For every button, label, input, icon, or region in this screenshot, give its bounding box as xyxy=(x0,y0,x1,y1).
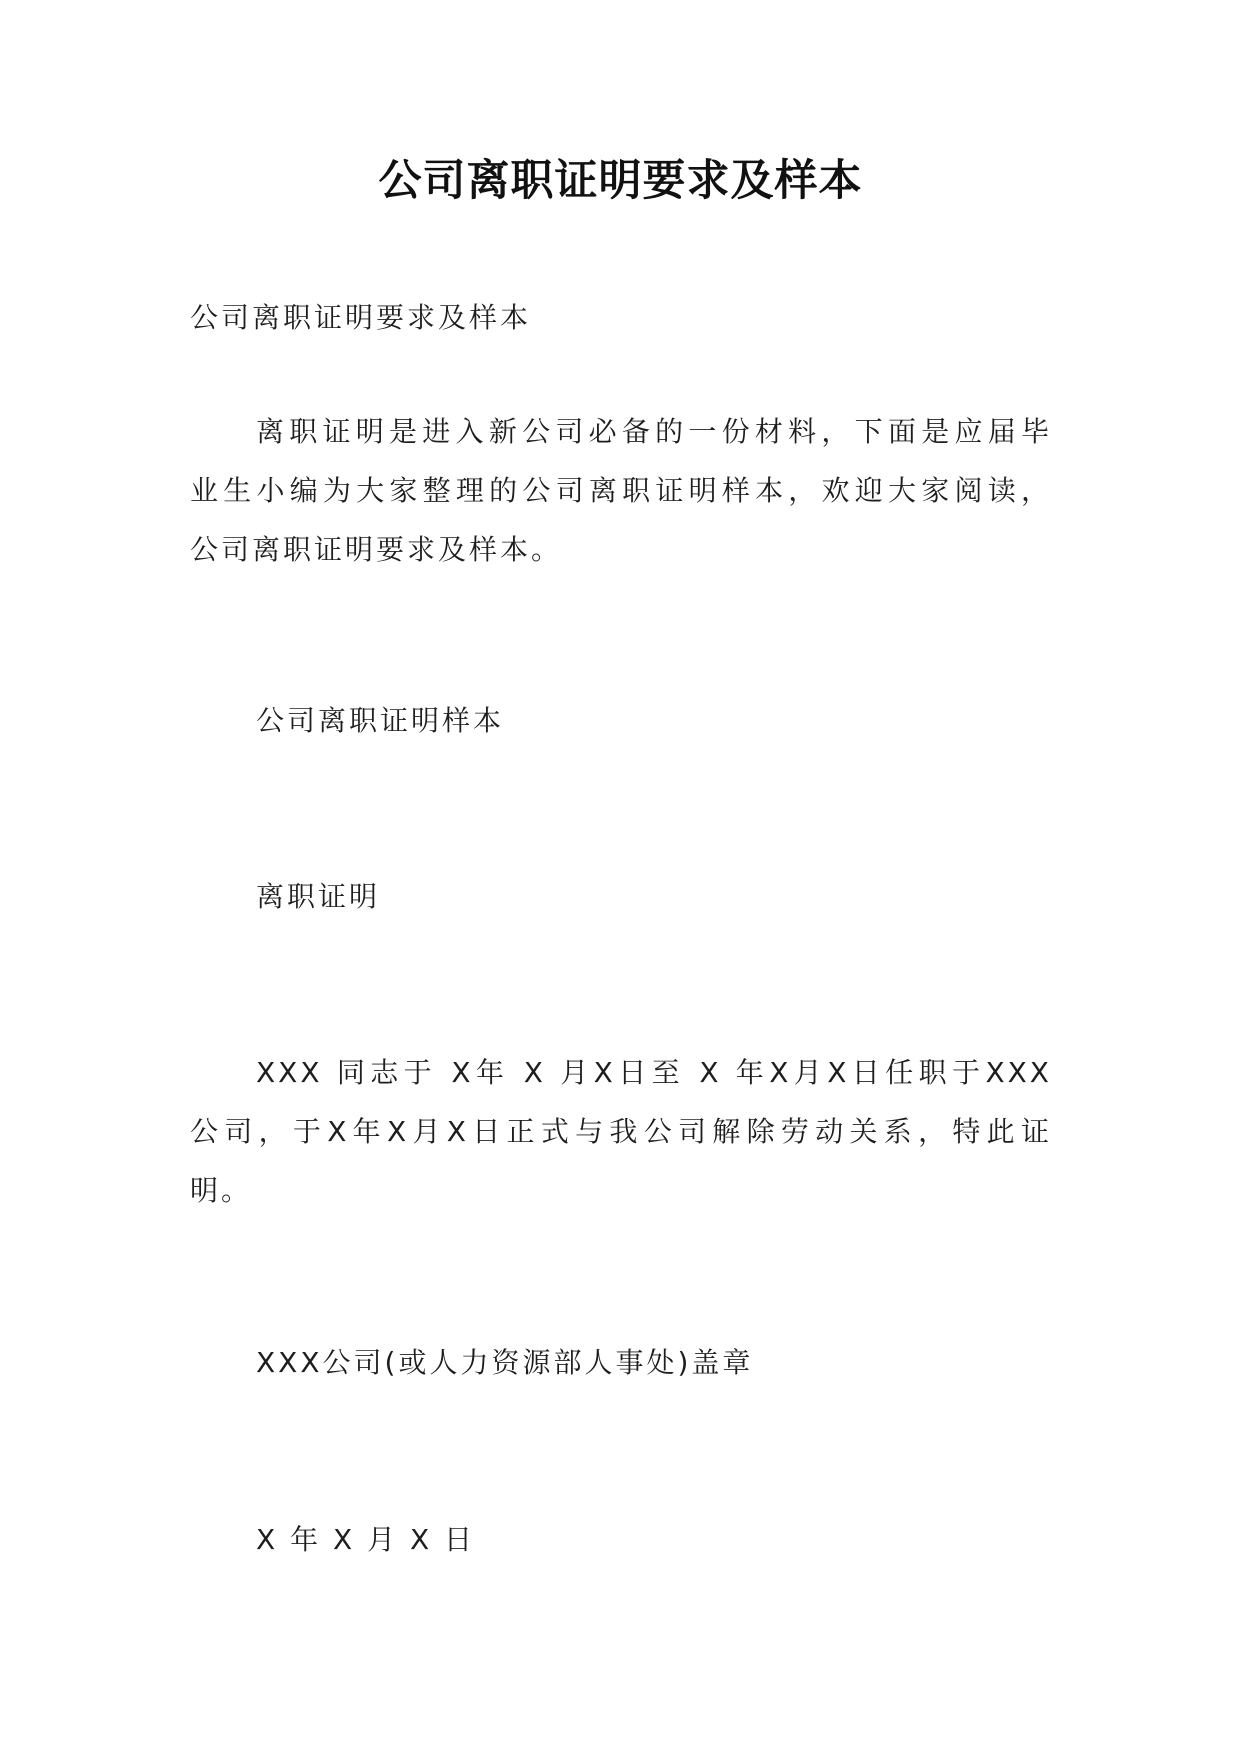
document-title: 公司离职证明要求及样本 xyxy=(378,156,863,206)
stamp-line: XXX公司(或人力资源部人事处)盖章 xyxy=(256,1346,754,1379)
sample-heading: 公司离职证明样本 xyxy=(256,704,505,737)
intro-paragraph-line: 离职证明是进入新公司必备的一份材料，下面是应届毕 xyxy=(256,415,1052,448)
certificate-heading: 离职证明 xyxy=(256,880,381,913)
certificate-body-line: 公司，于X年X月X日正式与我公司解除劳动关系，特此证 xyxy=(190,1115,1052,1148)
document-subtitle: 公司离职证明要求及样本 xyxy=(190,301,532,334)
certificate-body-line: 明。 xyxy=(190,1174,253,1207)
certificate-body-line: XXX 同志于 X年 X 月X日至 X 年X月X日任职于XXX xyxy=(256,1056,1052,1089)
intro-paragraph-line: 公司离职证明要求及样本。 xyxy=(190,533,563,566)
date-line: X 年 X 月 X 日 xyxy=(256,1523,476,1556)
intro-paragraph-line: 业生小编为大家整理的公司离职证明样本，欢迎大家阅读， xyxy=(190,474,1052,507)
